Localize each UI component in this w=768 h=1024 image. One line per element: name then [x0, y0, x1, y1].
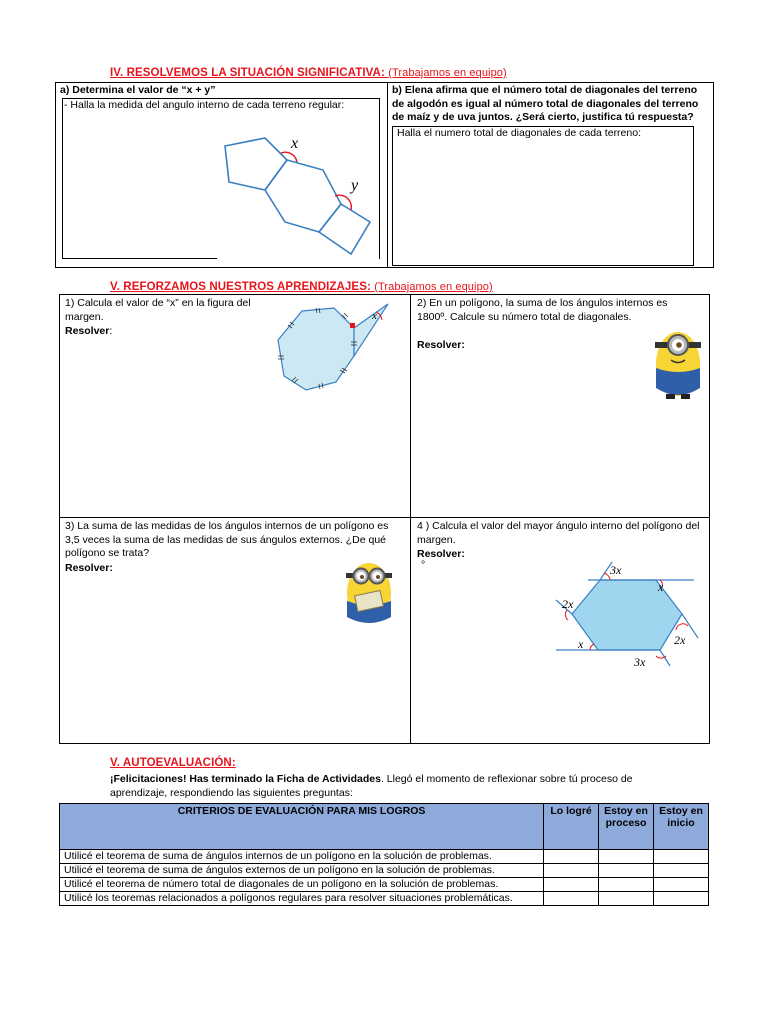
- problem-4-text: 4 ) Calcula el valor del mayor ángulo interno del polígono del margen.: [417, 520, 700, 546]
- part-a-instruction: - Halla la medida del angulo interno de cada terreno regular:: [64, 99, 345, 111]
- hexagon-shape: [572, 580, 682, 650]
- part-a-answer-box-bottom: [62, 258, 217, 259]
- label-top: 3x: [610, 563, 622, 577]
- lo-logre-cell[interactable]: [544, 864, 599, 878]
- problem-1-resolver-label: Resolver: [65, 325, 110, 337]
- criterion-text: Utilicé los teoremas relacionados a polígonos regulares para resolver situaciones problemáticas.: [60, 892, 544, 906]
- en-proceso-cell[interactable]: [599, 878, 654, 892]
- table-row: [60, 878, 709, 892]
- section-v-title-text: V. REFORZAMOS NUESTROS APRENDIZAJES:: [110, 281, 371, 293]
- criterion-text: Utilicé el teorema de suma de ángulos externos de un polígono en la solución de problemas.: [60, 864, 544, 878]
- section-iv-divider: [387, 82, 388, 268]
- problem-2-text: 2) En un polígono, la suma de los ángulos internos es 1800º. Calcule su número total de diagonales.: [417, 297, 668, 323]
- en-proceso-cell[interactable]: [599, 850, 654, 864]
- section-iv-title: [110, 67, 507, 79]
- table-row: [60, 850, 709, 864]
- problem-3-resolver: Resolver:: [65, 562, 113, 574]
- evaluation-table: [59, 803, 709, 906]
- octagon-shape: [278, 308, 354, 390]
- problem-1-figure: [268, 298, 398, 398]
- evaluation-header-row: [60, 804, 709, 850]
- pentagon-shape: [225, 138, 287, 190]
- triangle-shape: [354, 304, 388, 356]
- label-bottom-left: x: [578, 637, 584, 651]
- en-proceso-cell[interactable]: [599, 892, 654, 906]
- section-v-subtitle: (Trabajamos en equipo): [374, 281, 493, 293]
- part-b-instruction: Halla el numero total de diagonales de cada terreno:: [397, 127, 641, 139]
- header-criterios: CRITERIOS DE EVALUACIÓN PARA MIS LOGROS: [60, 804, 544, 850]
- label-left: 2x: [562, 597, 574, 611]
- problem-2-resolver: Resolver:: [417, 339, 465, 351]
- part-b-answer-box: [392, 126, 694, 266]
- header-en-proceso: Estoy en proceso: [599, 804, 654, 850]
- section-iv-title-text: IV. RESOLVEMOS LA SITUACIÓN SIGNIFICATIVA:: [110, 67, 385, 79]
- minion-illustration-1: [648, 316, 706, 400]
- autoevaluacion-title: V. AUTOEVALUACIÓN:: [110, 757, 236, 769]
- autoevaluacion-intro-bold: ¡Felicitaciones! Has terminado la Ficha de Actividades: [110, 773, 381, 785]
- label-x: x: [372, 310, 377, 322]
- criterion-text: Utilicé el teorema de número total de diagonales de un polígono en la solución de problemas.: [60, 878, 544, 892]
- problem-4-figure: [548, 560, 700, 670]
- part-a-heading: a) Determina el valor de “x + y”: [60, 84, 216, 96]
- lo-logre-cell[interactable]: [544, 850, 599, 864]
- hexagon-shape: [265, 160, 341, 232]
- polygons-figure: [215, 130, 380, 262]
- lo-logre-cell[interactable]: [544, 878, 599, 892]
- problem-3-text: 3) La suma de las medidas de los ángulos internos de un polígono es 3,5 veces la suma de las medidas de sus ángulos externos. ¿De qué polígono se trata?: [65, 520, 389, 559]
- label-bottom: 3x: [634, 655, 646, 669]
- label-x: x: [291, 135, 299, 152]
- section-v-horizontal-divider: [59, 517, 710, 518]
- section-iv-subtitle: (Trabajamos en equipo): [388, 67, 507, 79]
- autoevaluacion-intro: [110, 773, 670, 800]
- problem-1-resolver: [65, 325, 112, 339]
- header-en-inicio: Estoy en inicio: [654, 804, 709, 850]
- en-inicio-cell[interactable]: [654, 878, 709, 892]
- problem-1-text: 1) Calcula el valor de “x” en la figura del margen.: [65, 297, 251, 323]
- table-row: [60, 864, 709, 878]
- problem-1-resolver-colon: :: [109, 325, 113, 337]
- table-row: [60, 892, 709, 906]
- label-right: 2x: [674, 633, 686, 647]
- problem-4-resolver: Resolver:: [417, 548, 465, 560]
- en-proceso-cell[interactable]: [599, 864, 654, 878]
- en-inicio-cell[interactable]: [654, 892, 709, 906]
- minion-illustration-2: [338, 553, 400, 627]
- right-angle-marker: [350, 323, 355, 328]
- en-inicio-cell[interactable]: [654, 864, 709, 878]
- section-v-vertical-divider: [410, 294, 411, 744]
- problem-4-degree: °: [421, 559, 426, 571]
- section-v-title: [110, 281, 493, 293]
- autoevaluacion-intro-rest: . Llegó el momento de reflexionar sobre tú proceso de aprendizaje, respondiendo las siguientes preguntas:: [110, 773, 633, 799]
- criterion-text: Utilicé el teorema de suma de ángulos internos de un polígono en la solución de problemas.: [60, 850, 544, 864]
- label-y: y: [351, 177, 359, 194]
- lo-logre-cell[interactable]: [544, 892, 599, 906]
- square-shape: [319, 204, 370, 254]
- en-inicio-cell[interactable]: [654, 850, 709, 864]
- header-lo-logre: Lo logré: [544, 804, 599, 850]
- part-b-heading: b) Elena afirma que el número total de diagonales del terreno de algodón es igual al número total de diagonales del terreno de maíz y de uva juntos. ¿Será cierto, justifica tú respuesta?: [392, 84, 699, 123]
- label-right-top: x: [658, 580, 664, 594]
